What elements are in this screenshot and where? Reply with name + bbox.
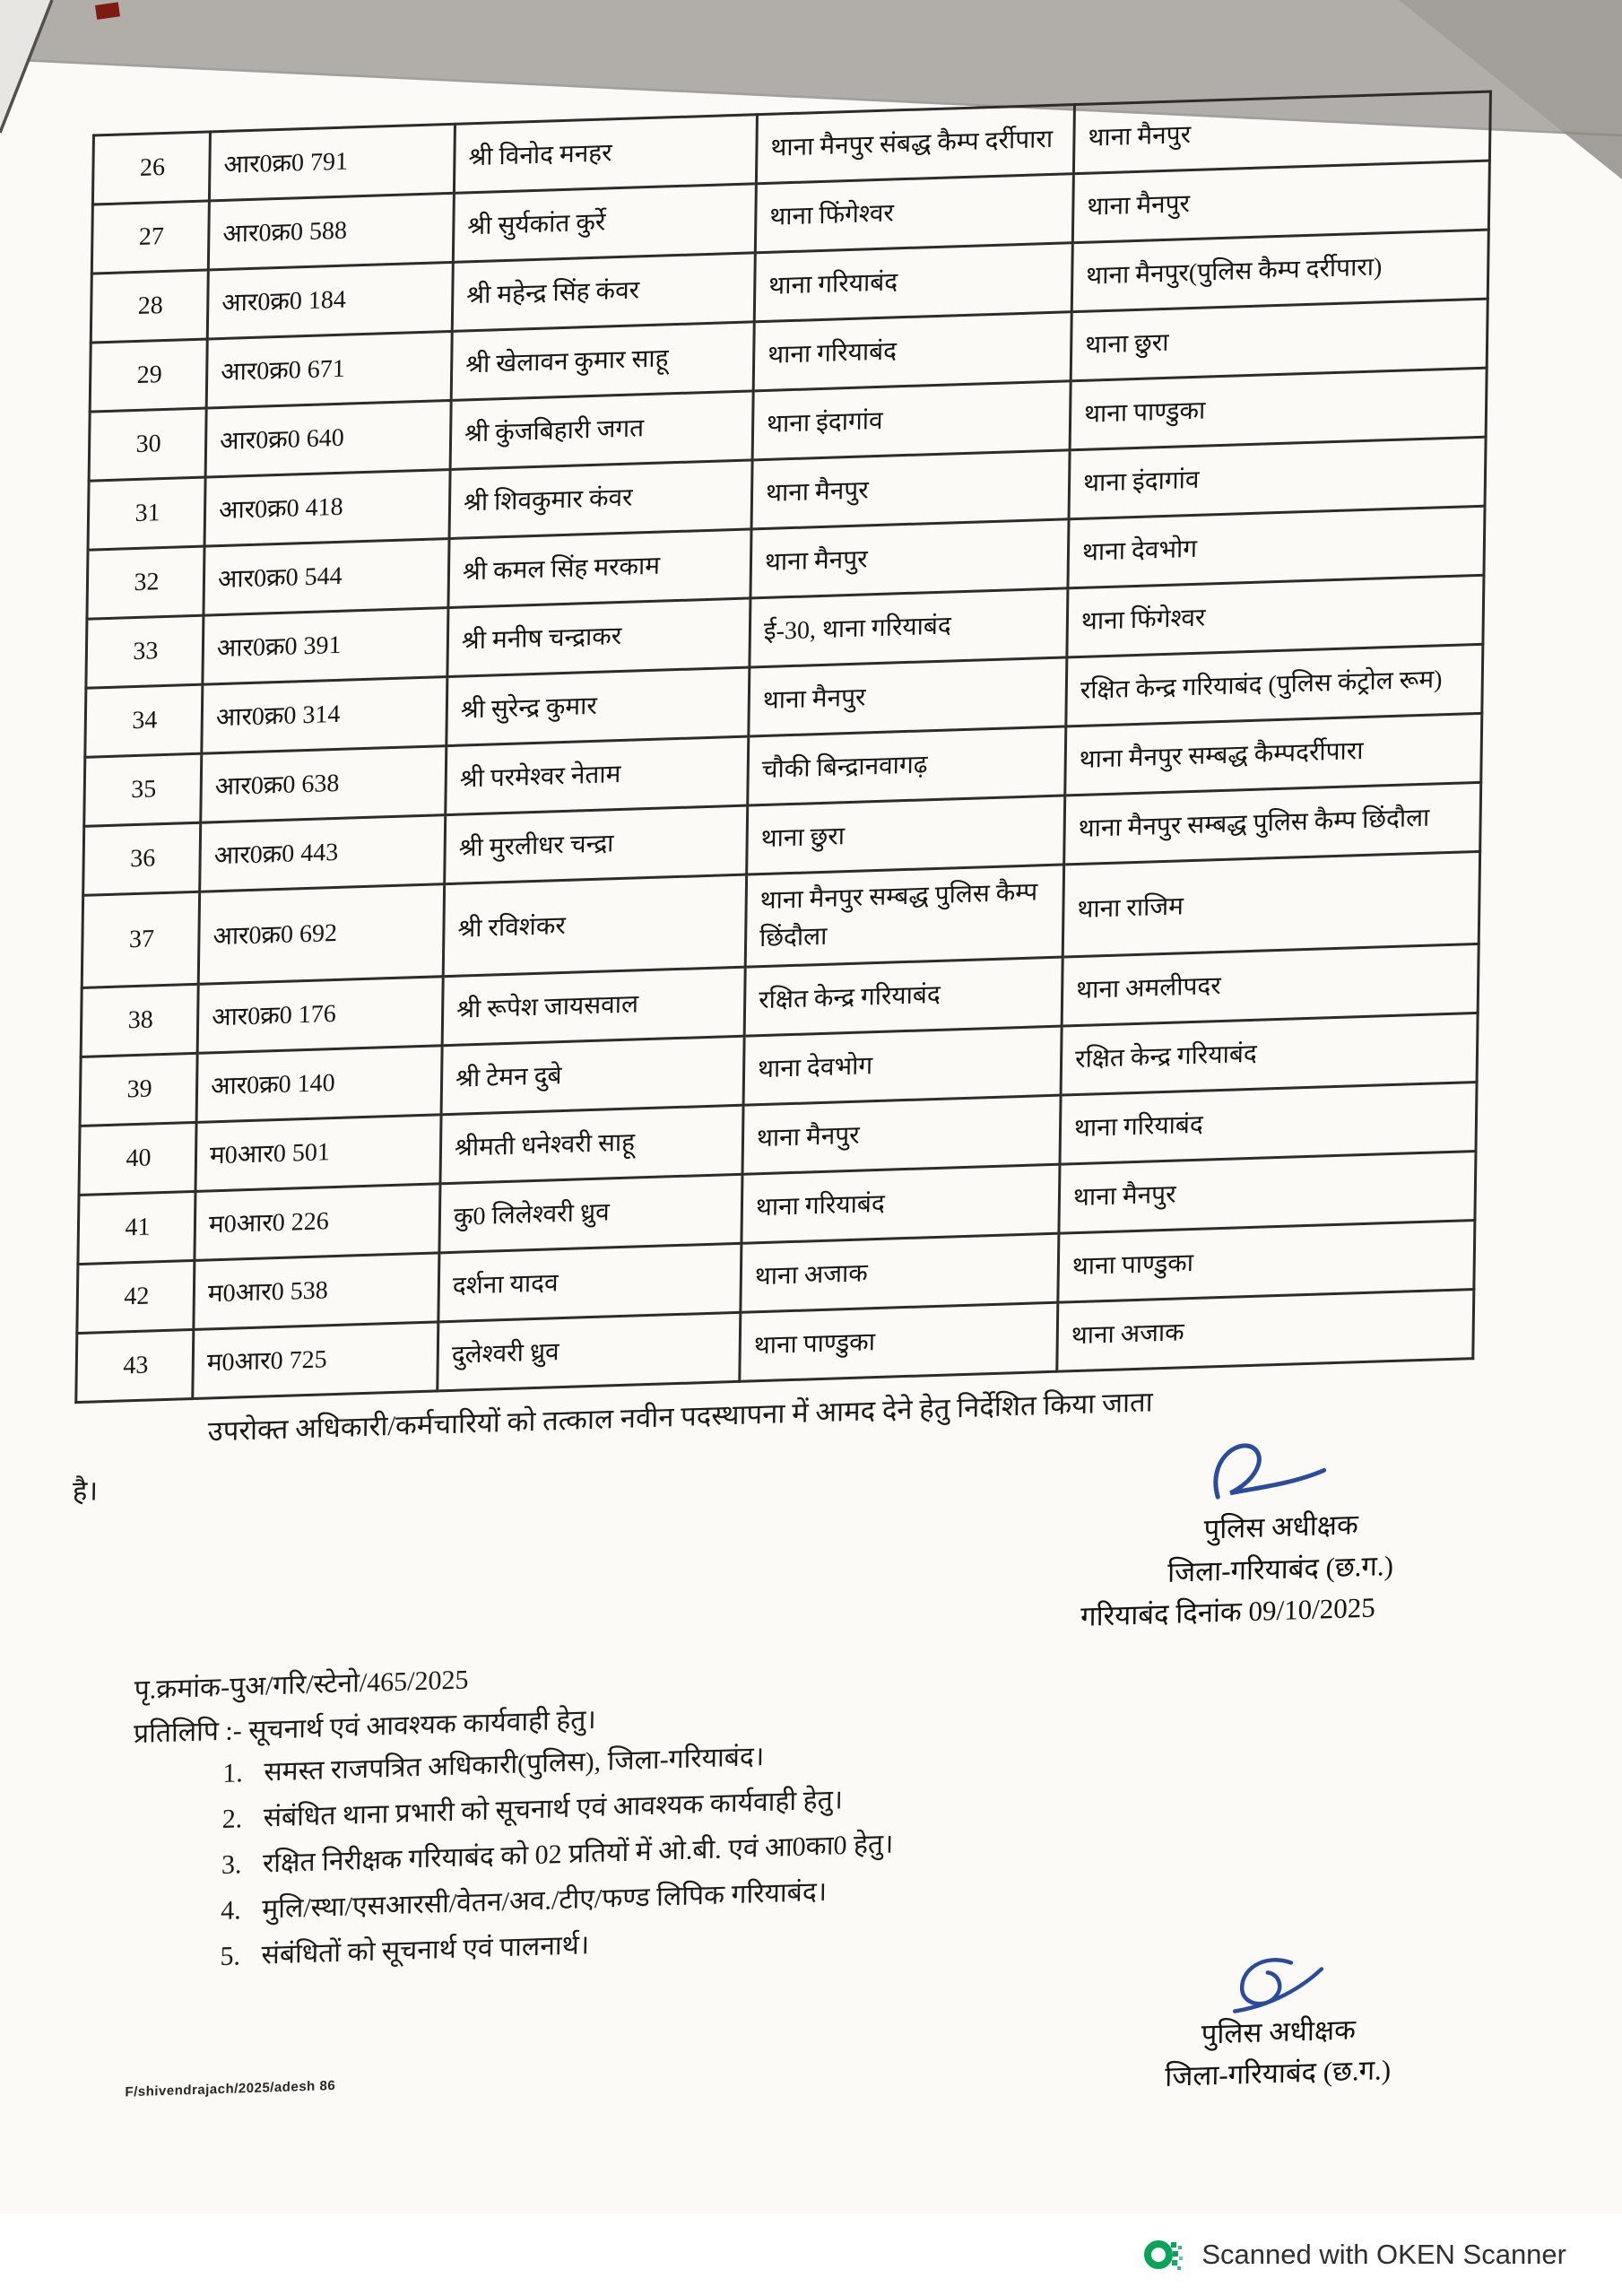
cell-current-posting: थाना मैनपुर — [750, 519, 1069, 598]
cell-officer-name: श्री सुर्यकांत कुर्रे — [453, 184, 756, 263]
copy-item-number: 4. — [221, 1894, 242, 1926]
logo-pixel — [1178, 2246, 1182, 2249]
cell-new-posting: थाना मैनपुर — [1072, 161, 1489, 243]
cell-current-posting: ई-30, थाना गरियाबंद — [750, 588, 1068, 667]
copy-heading: प्रतिलिपि :- सूचनार्थ एवं आवश्यक कार्यवाही हेतु। — [133, 1704, 596, 1749]
cell-serial-number: 40 — [79, 1122, 196, 1195]
cell-new-posting: थाना अजाक — [1057, 1290, 1474, 1372]
transfer-table — [74, 90, 1492, 1404]
cell-officer-name: श्री कुंजबिहारी जगत — [450, 391, 753, 470]
cell-serial-number: 30 — [89, 408, 206, 481]
cell-serial-number: 41 — [78, 1191, 195, 1264]
cell-new-posting: थाना मैनपुर(पुलिस कैम्प दर्रीपारा) — [1071, 230, 1488, 312]
cell-officer-name: श्री परमेश्वर नेताम — [446, 736, 749, 815]
copy-item-number: 1. — [222, 1757, 244, 1788]
cell-current-posting: थाना फिंगेश्वर — [755, 174, 1073, 253]
signatory-title: पुलिस अधीक्षक — [1201, 2013, 1357, 2050]
cell-officer-name: दुलेश्वरी ध्रुव — [438, 1312, 741, 1391]
copy-item-text: संबंधितों को सूचनार्थ एवं पालनार्थ। — [261, 1929, 590, 1970]
cell-officer-name: श्री मनीष चन्द्राकर — [447, 598, 750, 677]
cell-new-posting: थाना इंदागांव — [1069, 437, 1486, 519]
cell-officer-name: श्री सुरेन्द्र कुमार — [447, 667, 750, 746]
copy-item-text: समस्त राजपत्रित अधिकारी(पुलिस), जिला-गरियाबंद। — [264, 1741, 765, 1787]
cell-current-posting: चौकी बिन्द्रानवागढ़ — [748, 726, 1066, 805]
cell-current-posting: थाना मैनपुर — [749, 657, 1067, 736]
cell-rank-number: म0आर0 725 — [193, 1322, 438, 1399]
oken-scanner-logo-icon — [1141, 2233, 1184, 2276]
cell-current-posting: थाना इंदागांव — [752, 381, 1071, 460]
cell-rank-number: म0आर0 501 — [195, 1115, 441, 1192]
cell-officer-name: श्री रूपेश जायसवाल — [442, 967, 745, 1046]
cell-new-posting: थाना गरियाबंद — [1060, 1083, 1477, 1165]
cell-officer-name: श्री शिवकुमार कंवर — [449, 460, 752, 539]
cell-rank-number: आर0क्र0 791 — [209, 124, 455, 201]
cell-officer-name: श्रीमती धनेश्वरी साहू — [440, 1105, 743, 1184]
copy-item-text: रक्षित निरीक्षक गरियाबंद को 02 प्रतियों में ओ.बी. एवं आ0का0 हेतु। — [262, 1828, 894, 1879]
cell-rank-number: आर0क्र0 184 — [207, 262, 453, 339]
cell-officer-name: श्री मुरलीधर चन्द्रा — [445, 805, 748, 884]
copy-item-number: 3. — [221, 1848, 242, 1880]
cell-serial-number: 39 — [80, 1053, 197, 1126]
cell-officer-name: दर्शना यादव — [438, 1243, 742, 1322]
copy-item-text: संबंधित थाना प्रभारी को सूचनार्थ एवं आवश्यक कार्यवाही हेतु। — [263, 1784, 844, 1833]
cell-rank-number: म0आर0 538 — [194, 1253, 439, 1330]
cell-serial-number: 32 — [87, 546, 204, 619]
cell-rank-number: म0आर0 226 — [195, 1184, 440, 1261]
cell-serial-number: 42 — [77, 1260, 195, 1333]
cell-rank-number: आर0क्र0 176 — [197, 977, 443, 1054]
signature-stroke — [1235, 1958, 1322, 2011]
cell-new-posting: थाना पाण्डुका — [1070, 368, 1487, 450]
cell-officer-name: श्री विनोद मनहर — [454, 115, 757, 194]
cell-serial-number: 37 — [82, 891, 199, 987]
cell-new-posting: थाना देवभोग — [1068, 506, 1485, 588]
cell-serial-number: 38 — [81, 984, 198, 1057]
cell-new-posting: थाना मैनपुर — [1059, 1152, 1476, 1234]
signature-stroke — [1216, 1443, 1324, 1497]
copy-item-text: मुलि/स्था/एसआरसी/वेतन/अव./टीए/फण्ड लिपिक गरियाबंद। — [262, 1876, 828, 1925]
logo-pixel — [1179, 2257, 1183, 2260]
ref-number: पृ.क्रमांक-पुअ/गरि/स्टेनो/465/2025 — [134, 1664, 469, 1705]
cell-new-posting: रक्षित केन्द्र गरियाबंद — [1061, 1013, 1478, 1095]
closing-statement-end: है। — [72, 1474, 99, 1508]
cell-rank-number: आर0क्र0 692 — [198, 884, 444, 985]
scanner-footer-text: Scanned with OKEN Scanner — [1201, 2239, 1566, 2270]
cell-rank-number: आर0क्र0 544 — [204, 539, 449, 616]
cell-serial-number: 29 — [90, 339, 207, 412]
cell-serial-number: 27 — [91, 201, 209, 274]
cell-new-posting: रक्षित केन्द्र गरियाबंद (पुलिस कंट्रोल रूम) — [1066, 644, 1483, 726]
cell-rank-number: आर0क्र0 640 — [205, 400, 451, 477]
signatory-district: जिला-गरियाबंद (छ.ग.) — [1165, 2054, 1392, 2092]
cell-current-posting: थाना अजाक — [741, 1233, 1059, 1312]
cell-serial-number: 31 — [88, 477, 205, 550]
copy-list — [220, 1713, 1499, 1973]
cell-current-posting: थाना मैनपुर — [742, 1095, 1061, 1174]
cell-rank-number: आर0क्र0 588 — [208, 193, 454, 270]
place-and-date: गरियाबंद दिनांक 09/10/2025 — [1080, 1591, 1375, 1632]
cell-new-posting: थाना पाण्डुका — [1058, 1221, 1475, 1303]
signatory-district: जिला-गरियाबंद (छ.ग.) — [1167, 1549, 1394, 1588]
cell-current-posting: थाना गरियाबंद — [754, 243, 1072, 322]
cell-rank-number: आर0क्र0 314 — [202, 677, 447, 754]
cell-officer-name: श्री खेलावन कुमार साहू — [451, 322, 754, 401]
cell-new-posting: थाना राजिम — [1063, 851, 1479, 957]
file-reference: F/shivendrajach/2025/adesh 86 — [125, 2077, 336, 2100]
cell-rank-number: आर0क्र0 140 — [196, 1046, 442, 1123]
logo-pixel — [1173, 2251, 1178, 2257]
signature-block-bottom — [1085, 1946, 1472, 2101]
cell-serial-number: 26 — [92, 132, 210, 204]
cell-serial-number: 34 — [85, 684, 203, 757]
cell-current-posting: थाना गरियाबंद — [742, 1164, 1060, 1243]
cell-current-posting: थाना छुरा — [747, 796, 1065, 874]
cell-serial-number: 28 — [91, 270, 208, 343]
signatory-title: पुलिस अधीक्षक — [1203, 1509, 1359, 1545]
scanner-footer — [0, 2213, 1622, 2296]
cell-new-posting: थाना मैनपुर सम्बद्ध कैम्पदर्रीपारा — [1065, 713, 1482, 796]
cell-officer-name: श्री टेमन दुबे — [441, 1036, 744, 1115]
copy-item-number: 2. — [221, 1803, 243, 1834]
cell-serial-number: 36 — [83, 822, 201, 895]
closing-statement: उपरोक्त अधिकारी/कर्मचारियों को तत्काल नवीन पदस्थापना में आमद देने हेतु निर्देशित किया जाता — [207, 1386, 1153, 1448]
cell-current-posting: थाना मैनपुर सम्बद्ध पुलिस कैम्प छिंदौला — [745, 865, 1063, 967]
cell-current-posting: थाना मैनपुर संबद्ध कैम्प दर्रीपारा — [756, 105, 1074, 184]
logo-pixel — [1171, 2242, 1176, 2248]
cell-new-posting: थाना छुरा — [1071, 299, 1488, 381]
cell-current-posting: थाना गरियाबंद — [753, 312, 1071, 391]
cell-rank-number: आर0क्र0 638 — [201, 746, 447, 823]
logo-pixel — [1177, 2266, 1181, 2270]
cell-serial-number: 35 — [84, 753, 202, 826]
cell-officer-name: श्री रविशंकर — [443, 874, 746, 977]
cell-rank-number: आर0क्र0 671 — [206, 331, 452, 408]
cell-serial-number: 43 — [76, 1329, 194, 1402]
signature-block-top — [1069, 1429, 1493, 1638]
transfer-table-body — [76, 91, 1491, 1403]
document-page — [51, 89, 1522, 2101]
cell-current-posting: थाना पाण्डुका — [740, 1302, 1058, 1381]
cell-current-posting: थाना मैनपुर — [751, 450, 1070, 529]
cell-new-posting: थाना मैनपुर — [1073, 91, 1490, 174]
cell-current-posting: रक्षित केन्द्र गरियाबंद — [744, 957, 1063, 1036]
cell-rank-number: आर0क्र0 443 — [200, 815, 446, 892]
cell-new-posting: थाना मैनपुर सम्बद्ध पुलिस कैम्प छिंदौला — [1064, 782, 1481, 865]
cell-officer-name: श्री महेन्द्र सिंह कंवर — [452, 253, 755, 332]
signature-ink-bottom — [1220, 1950, 1338, 2018]
cell-officer-name: कु0 लिलेश्वरी ध्रुव — [439, 1174, 742, 1253]
logo-pixel — [1172, 2260, 1177, 2266]
signature-ink-top — [1205, 1433, 1358, 1514]
cell-rank-number: आर0क्र0 418 — [204, 469, 450, 546]
copy-item-number: 5. — [220, 1940, 241, 1971]
cell-rank-number: आर0क्र0 391 — [203, 608, 448, 685]
cell-serial-number: 33 — [86, 615, 204, 688]
cell-current-posting: थाना देवभोग — [743, 1026, 1062, 1105]
cell-officer-name: श्री कमल सिंह मरकाम — [448, 529, 751, 608]
cell-new-posting: थाना फिंगेश्वर — [1067, 575, 1484, 657]
cell-new-posting: थाना अमलीपदर — [1062, 944, 1479, 1026]
